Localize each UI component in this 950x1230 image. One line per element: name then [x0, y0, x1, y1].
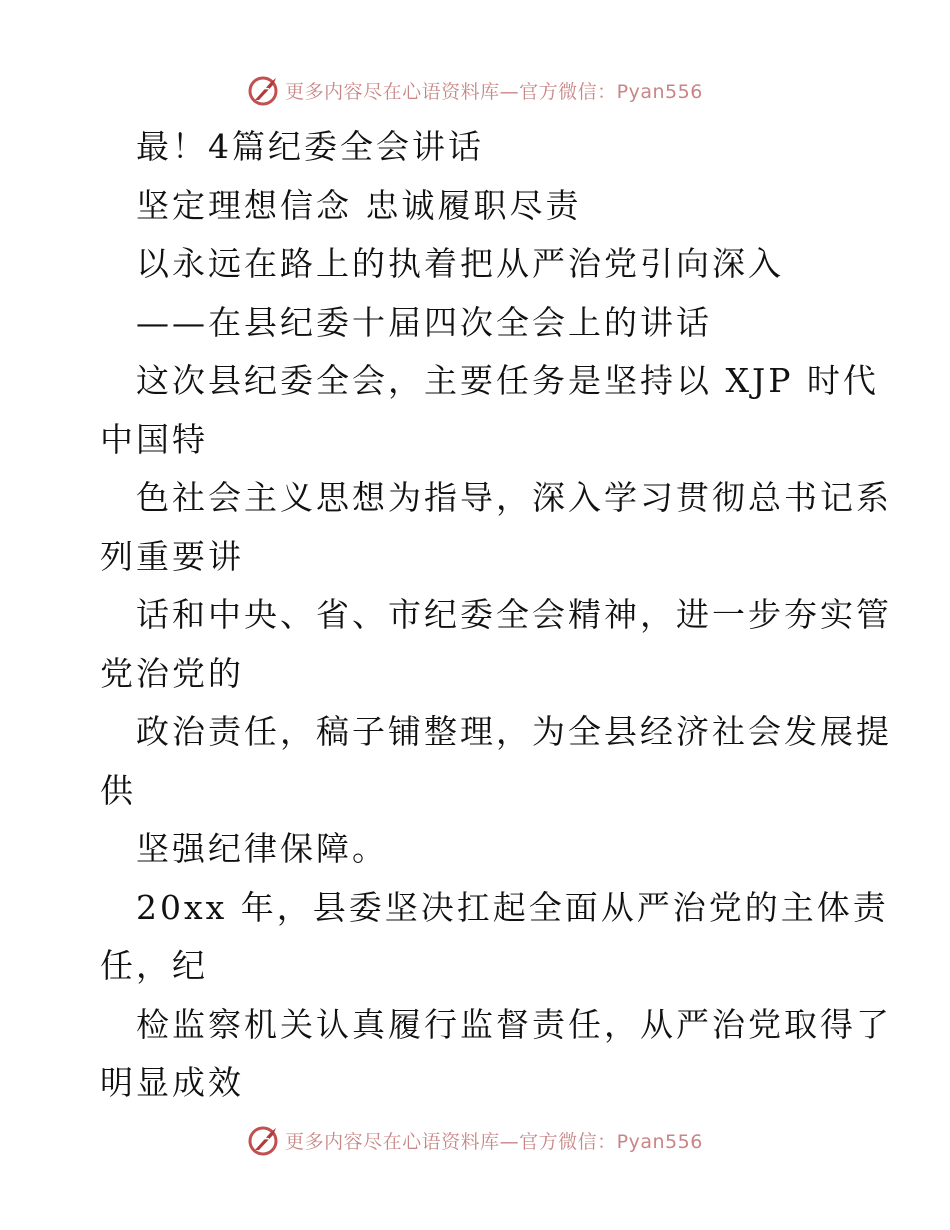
doc-heading-note: ——在县纪委十届四次全会上的讲话 [136, 302, 712, 342]
paragraph-line: 检监察机关认真履行监督责任，从严治党取得了 [136, 1004, 892, 1044]
quill-logo-icon [247, 1123, 281, 1157]
paragraph-line: 任，纪 [100, 946, 208, 985]
paragraph-line: 这次县纪委全会，主要任务是坚持以 XJP 时代 [136, 361, 879, 400]
paragraph-line: 话和中央、省、市纪委全会精神，进一步夯实管 [136, 595, 892, 634]
paragraph-line: 政治责任，稿子铺整理，为全县经济社会发展提 [136, 712, 892, 751]
paragraph-line: 明显成效 [100, 1063, 244, 1102]
quill-logo-icon [247, 73, 281, 107]
doc-subtitle: 坚定理想信念 忠诚履职尽责 [136, 185, 582, 225]
paragraph-line: 列重要讲 [100, 536, 244, 576]
paragraph-line: 20xx 年，县委坚决扛起全面从严治党的主体责 [136, 887, 889, 927]
header-watermark-text: 更多内容尽在心语资料库—官方微信：Pyan556 [285, 80, 703, 103]
doc-title: 最！4篇纪委全会讲话 [136, 127, 484, 166]
paragraph-line: 供 [100, 770, 136, 810]
header-watermark [0, 70, 950, 110]
paragraph-line: 党治党的 [100, 653, 244, 693]
paragraph-line: 中国特 [100, 419, 208, 459]
doc-heading: 以永远在路上的执着把从严治党引向深入 [136, 244, 784, 283]
document-body [100, 118, 892, 1113]
footer-watermark [0, 1120, 950, 1160]
paragraph-line: 坚强纪律保障。 [136, 829, 388, 868]
footer-watermark-text: 更多内容尽在心语资料库—官方微信：Pyan556 [285, 1130, 703, 1153]
paragraph-line: 色社会主义思想为指导，深入学习贯彻总书记系 [136, 478, 892, 517]
